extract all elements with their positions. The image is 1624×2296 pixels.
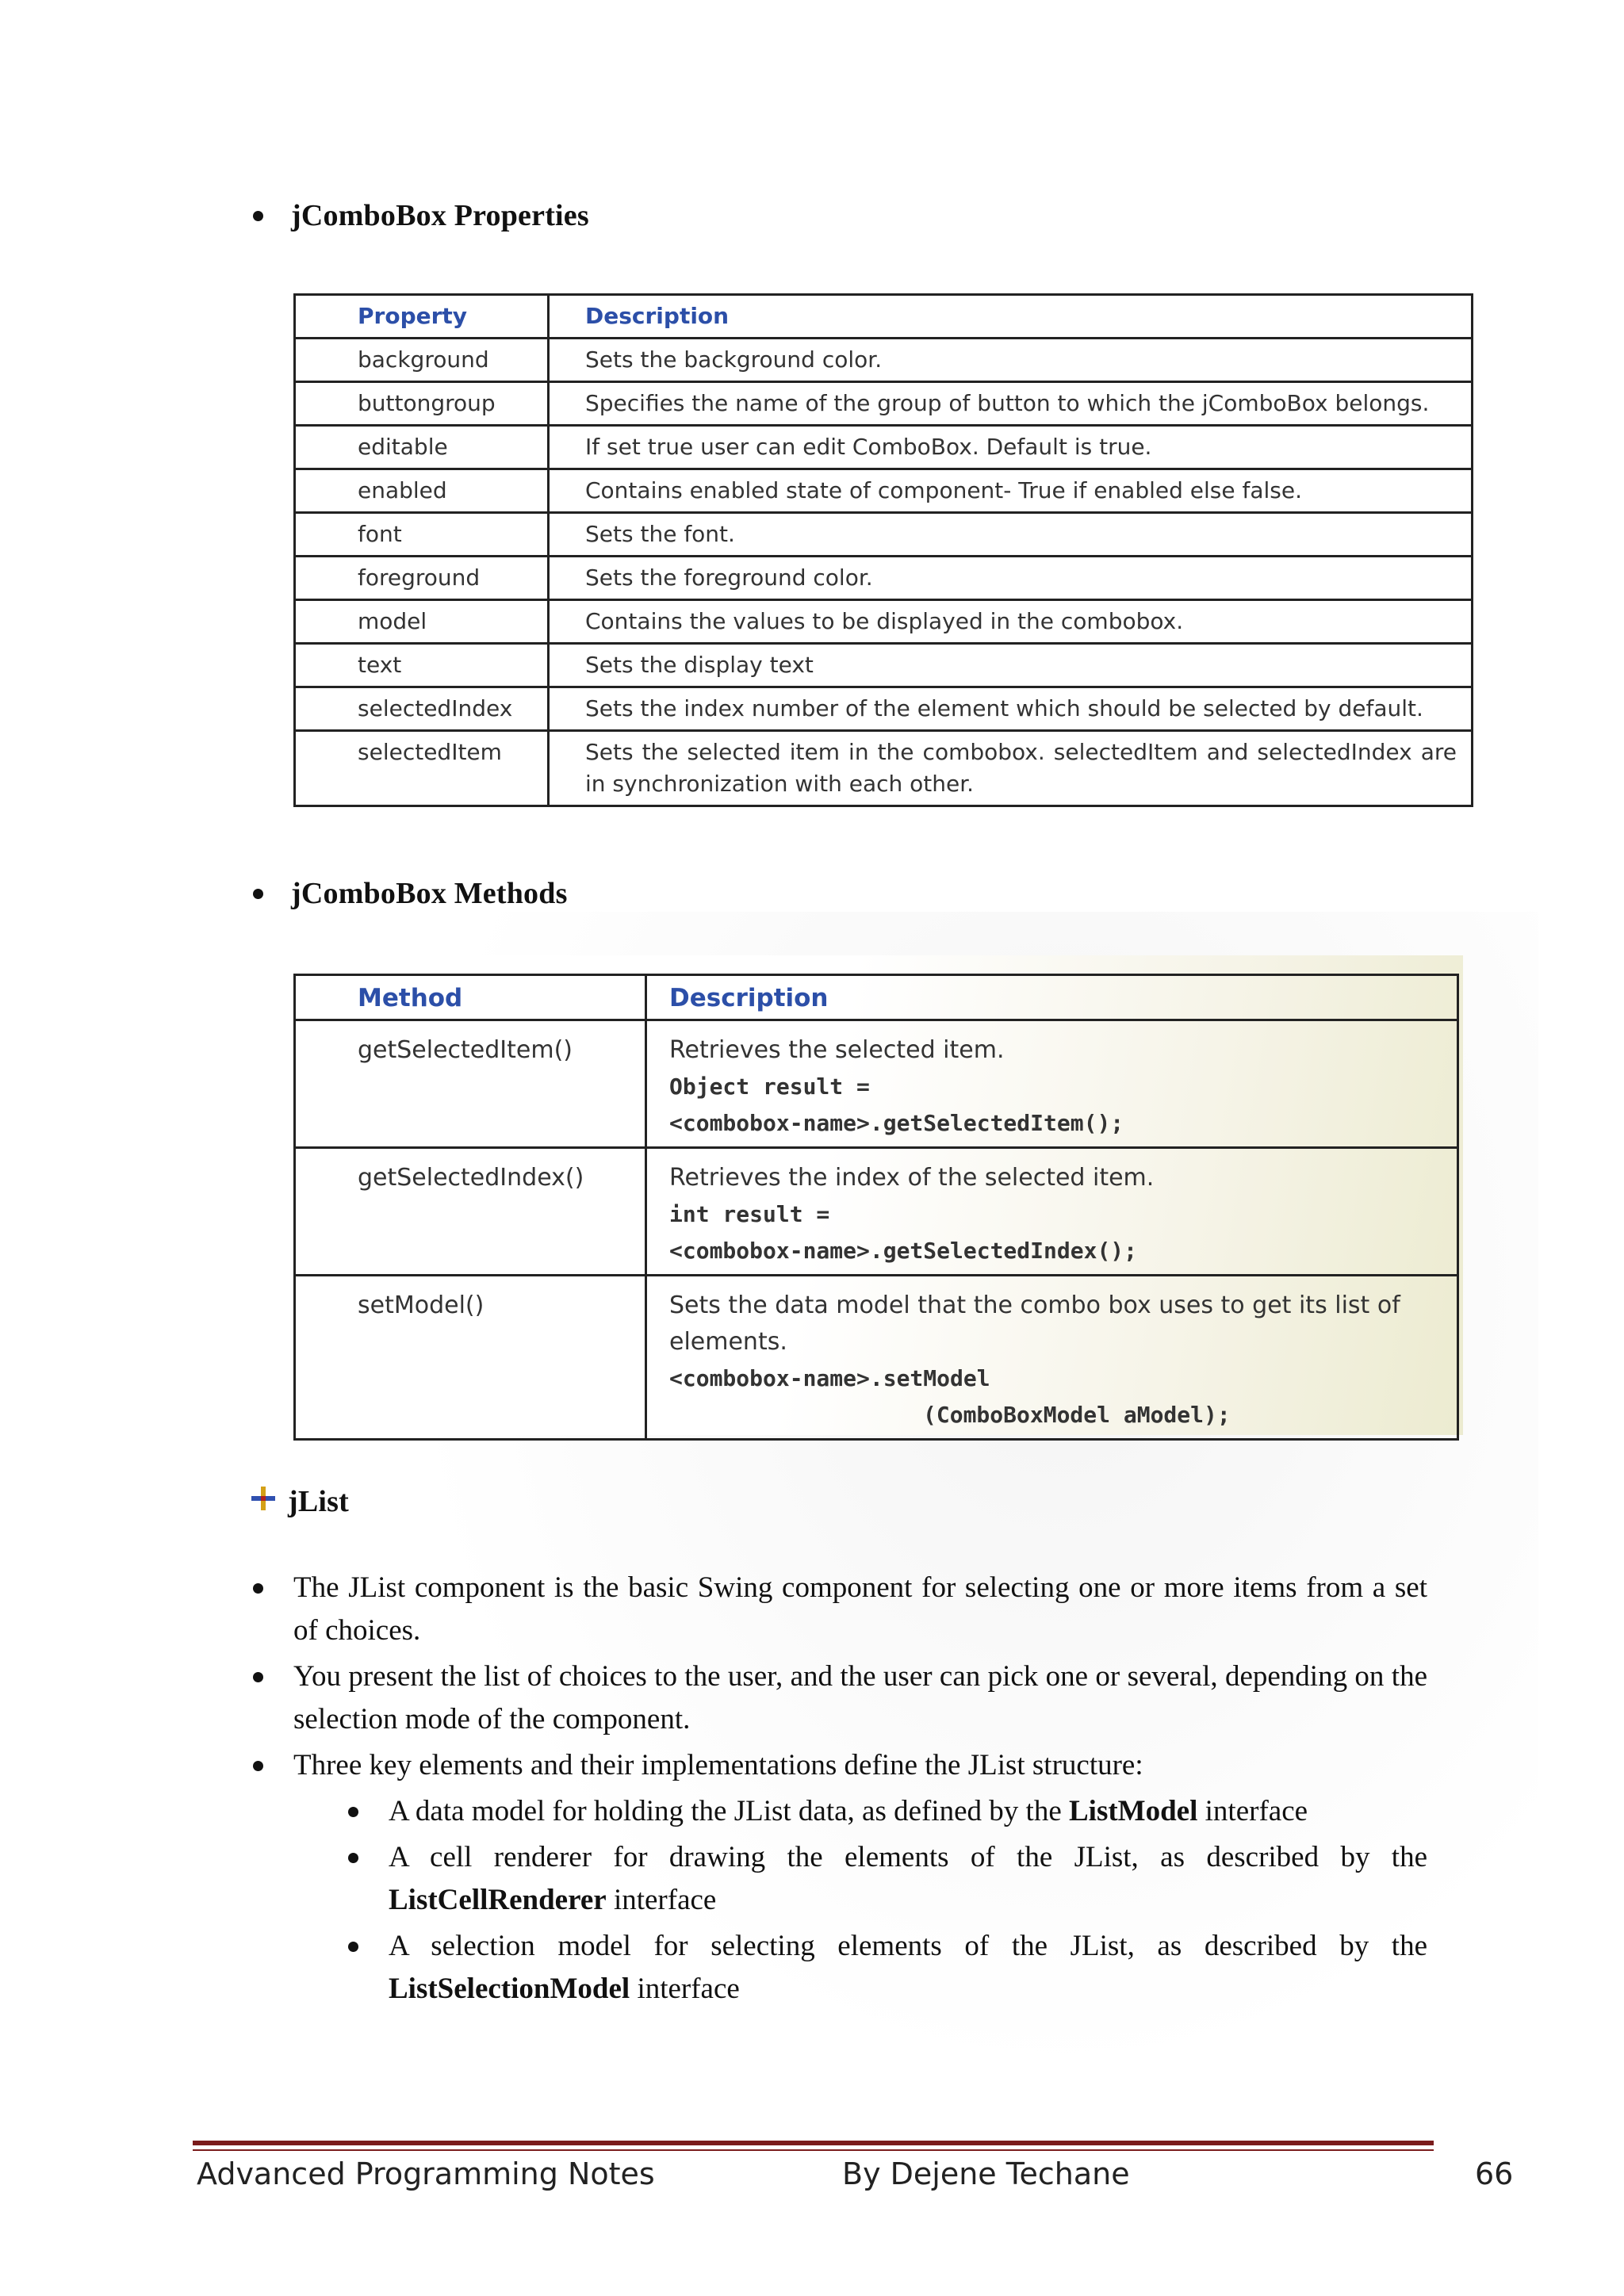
item-text: A selection model for selecting elements of the JList, as described by the — [389, 1930, 1427, 1962]
table-row — [295, 644, 1473, 687]
list-item: You present the list of choices to the user, and the user can pick one or several, depending on the selection mode of the component. — [250, 1655, 1427, 1741]
sub-list-item — [345, 1836, 1427, 1922]
table-row — [295, 600, 1473, 644]
code-line: <combobox-name>.setModel — [669, 1365, 990, 1391]
bullet-icon — [253, 211, 263, 221]
bullet-icon — [253, 889, 263, 899]
code-line: <combobox-name>.getSelectedItem(); — [669, 1110, 1124, 1136]
table-row — [295, 513, 1473, 557]
item-text: A cell renderer for drawing the elements of the JList, as described by the — [389, 1841, 1427, 1873]
description-cell: Sets the font. — [549, 513, 1473, 557]
method-cell: getSelectedItem() — [295, 1020, 646, 1148]
property-cell: foreground — [295, 557, 549, 600]
column-header: Description — [646, 975, 1458, 1020]
column-header: Method — [295, 975, 646, 1020]
description-cell — [646, 1148, 1458, 1276]
description-cell: Sets the display text — [549, 644, 1473, 687]
methods-table — [293, 974, 1459, 1441]
footer-rule — [193, 2149, 1434, 2151]
description-cell: Sets the foreground color. — [549, 557, 1473, 600]
arrow-bullet-icon — [250, 1485, 288, 1519]
description-cell: Contains the values to be displayed in the combobox. — [549, 600, 1473, 644]
sub-list-item — [345, 1925, 1427, 2011]
footer-rule — [193, 2141, 1434, 2145]
combobox-methods-heading — [250, 876, 568, 911]
method-cell: setModel() — [295, 1276, 646, 1440]
table-row — [295, 382, 1473, 426]
item-text: interface — [606, 1884, 717, 1916]
code-line: Object result = — [669, 1073, 870, 1100]
description-cell: Specifies the name of the group of button to which the jComboBox belongs. — [549, 382, 1473, 426]
table-row — [295, 687, 1473, 731]
table-row — [295, 1020, 1458, 1148]
code-line: int result = — [669, 1201, 830, 1227]
sub-list-item — [345, 1790, 1427, 1833]
property-cell: buttongroup — [295, 382, 549, 426]
property-cell: font — [295, 513, 549, 557]
properties-table — [293, 293, 1473, 807]
table-header-row — [295, 975, 1458, 1020]
property-cell: selectedItem — [295, 731, 549, 806]
description-cell: If set true user can edit ComboBox. Default is true. — [549, 426, 1473, 469]
jlist-heading — [250, 1484, 349, 1519]
table-row — [295, 426, 1473, 469]
column-header: Description — [549, 295, 1473, 339]
item-text: A data model for holding the JList data, as defined by the — [389, 1795, 1069, 1827]
item-bold-text: ListSelectionModel — [389, 1973, 630, 2005]
property-cell: text — [295, 644, 549, 687]
item-text: interface — [1197, 1795, 1308, 1827]
heading-text: jComboBox Properties — [291, 199, 589, 232]
table-row — [295, 339, 1473, 382]
property-cell: selectedIndex — [295, 687, 549, 731]
table-row — [295, 1276, 1458, 1440]
item-text: interface — [630, 1973, 740, 2005]
description-cell: Contains enabled state of component- True if enabled else false. — [549, 469, 1473, 513]
item-bold-text: ListCellRenderer — [389, 1884, 607, 1916]
code-line: (ComboBoxModel aModel); — [923, 1402, 1231, 1428]
description-cell: Sets the selected item in the combobox. selectedItem and selectedIndex are in synchronization with each other. — [549, 731, 1473, 806]
property-cell: background — [295, 339, 549, 382]
table-row — [295, 469, 1473, 513]
table-row — [295, 1148, 1458, 1276]
column-header: Property — [295, 295, 549, 339]
page-number: 66 — [1475, 2156, 1514, 2191]
method-description: Sets the data model that the combo box uses to get its list of elements. — [669, 1292, 1400, 1356]
description-cell — [646, 1020, 1458, 1148]
table-row — [295, 731, 1473, 806]
jlist-bullets — [250, 1567, 1427, 2014]
description-cell — [646, 1276, 1458, 1440]
list-item: The JList component is the basic Swing component for selecting one or more items from a set of choices. — [250, 1567, 1427, 1652]
heading-text: jComboBox Methods — [291, 877, 568, 910]
item-bold-text: ListModel — [1069, 1795, 1198, 1827]
heading-text: jList — [288, 1485, 349, 1518]
list-item: Three key elements and their implementations define the JList structure: — [250, 1744, 1427, 1787]
code-line: <combobox-name>.getSelectedIndex(); — [669, 1238, 1138, 1264]
table-header-row — [295, 295, 1473, 339]
footer-title: Advanced Programming Notes — [197, 2156, 655, 2191]
method-description: Retrieves the selected item. — [669, 1036, 1005, 1064]
description-cell: Sets the background color. — [549, 339, 1473, 382]
method-cell: getSelectedIndex() — [295, 1148, 646, 1276]
footer-author: By Dejene Techane — [842, 2156, 1130, 2191]
property-cell: model — [295, 600, 549, 644]
table-row — [295, 557, 1473, 600]
description-cell: Sets the index number of the element which should be selected by default. — [549, 687, 1473, 731]
combobox-properties-heading — [250, 198, 589, 233]
property-cell: enabled — [295, 469, 549, 513]
method-description: Retrieves the index of the selected item. — [669, 1164, 1155, 1192]
property-cell: editable — [295, 426, 549, 469]
